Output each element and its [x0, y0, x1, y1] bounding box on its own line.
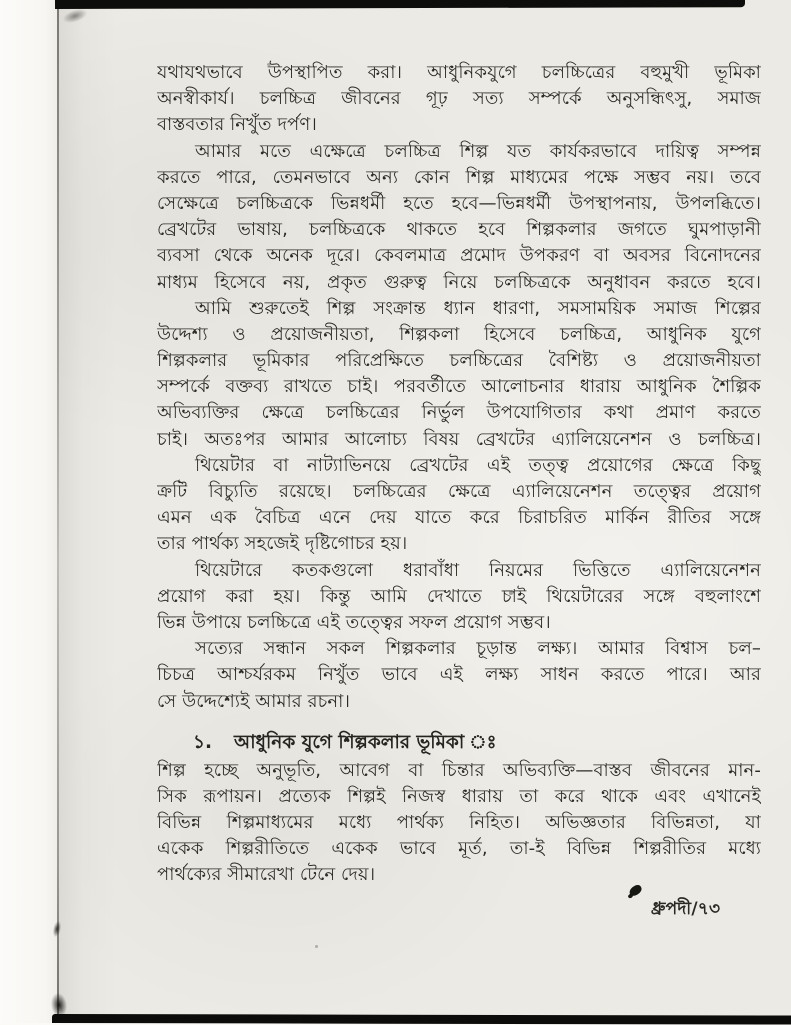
text-line: শিল্পকলার ভূমিকার পরিপ্রেক্ষিতে চলচ্চিত্রের বৈশিষ্ট্য ও প্রয়োজনীয়তা — [157, 350, 761, 372]
book-page — [57, 0, 791, 1023]
text-line: চিচত্র আশ্চর্যরকম নিখুঁত ভাবে এই লক্ষ্য সাধন করতে পারে। আর — [157, 664, 761, 686]
section-number: ১. — [193, 731, 213, 753]
text-line: থিয়েটারে কতকগুলো ধরাবাঁধা নিয়মের ভিত্তিতে এ্যালিয়েনেশন — [195, 559, 761, 581]
paragraph — [157, 296, 761, 453]
text-line: চাই। অতঃপর আমার আলোচ্য বিষয় ব্রেখটের এ্যালিয়েনেশন ও চলচ্চিত্র। — [157, 428, 761, 450]
paragraph — [157, 758, 761, 889]
text-line: সেক্ষেত্রে চলচ্চিত্রকে ভিন্নধর্মী হতে হবে—ভিন্নধর্মী উপস্থাপনায়, উপলব্ধিতে। — [157, 192, 761, 214]
text-line: থিয়েটার বা নাট্যাভিনয়ে ব্রেখটের এই তত্ত্ব প্রয়োগের ক্ষেত্রে কিছু — [195, 454, 761, 476]
scan-speck — [267, 63, 271, 66]
page-footer: ধ্রুপদী/৭৩ — [651, 899, 721, 919]
scan-speck — [315, 945, 318, 948]
paragraph — [157, 636, 761, 715]
text-line: অনস্বীকার্য। চলচ্চিত্র জীবনের গূঢ় সত্য সম্পর্কে অনুসন্ধিৎসু, সমাজ — [157, 88, 761, 110]
text-line: পার্থক্যের সীমারেখা টেনে দেয়। — [157, 864, 376, 886]
paragraph — [157, 453, 761, 558]
text-line: উদ্দেশ্য ও প্রয়োজনীয়তা, শিল্পকলা হিসেবে চলচ্চিত্র, আধুনিক যুগে — [157, 323, 761, 345]
text-line: তার পার্থক্য সহজেই দৃষ্টিগোচর হয়। — [157, 533, 408, 555]
paragraph — [157, 558, 761, 637]
text-line: ব্রেখটের ভাষায়, চলচ্চিত্রকে থাকতে হবে শিল্পকলার জগতে ঘুমপাড়ানী — [157, 219, 761, 241]
page-fold-line — [57, 6, 59, 1018]
text-line: সত্যের সন্ধান সকল শিল্পকলার চূড়ান্ত লক্ষ্য। আমার বিশ্বাস চল– — [195, 638, 761, 660]
scanner-left-margin — [0, 0, 57, 1023]
text-line: বাস্তবতার নিখুঁত দর্পণ। — [157, 114, 317, 136]
text-line: আমি শুরুতেই শিল্প সংক্রান্ত ধ্যান ধারণা, সমসাময়িক সমাজ শিল্পের — [195, 297, 761, 319]
text-line: বিভিন্ন শিল্পমাধ্যমের মধ্যে পার্থক্য নিহিত। অভিজ্ঞতার বিভিন্নতা, যা — [157, 812, 761, 834]
text-line: সম্পর্কে বক্তব্য রাখতে চাই। পরবর্তীতে আলোচনার ধারায় আধুনিক শৈল্পিক — [157, 376, 761, 398]
text-line: ব্যবসা থেকে অনেক দূরে। কেবলমাত্র প্রমোদ উপকরণ বা অবসর বিনোদনের — [157, 245, 761, 267]
section-title: আধুনিক যুগে শিল্পকলার ভূমিকা ঃ — [234, 731, 497, 753]
text-line: সে উদ্দেশ্যেই আমার রচনা। — [157, 690, 351, 712]
scan-speck — [232, 455, 235, 458]
text-line: আমার মতে এক্ষেত্রে চলচ্চিত্র শিল্প যত কার্যকরভাবে দায়িত্ব সম্পন্ন — [195, 140, 761, 162]
text-line: করতে পারে, তেমনভাবে অন্য কোন শিল্প মাধ্যমের পক্ষে সম্ভব নয়। তবে — [157, 166, 761, 188]
page-text-block — [157, 60, 761, 889]
text-line: যথাযথভাবে উপস্থাপিত করা। আধুনিকযুগে চলচ্চিত্রের বহুমুখী ভূমিকা — [157, 62, 761, 83]
scan-speck — [509, 591, 513, 595]
text-line: একেক শিল্পরীতিতে একেক ভাবে মূর্ত, তা-ই বিভিন্ন শিল্পরীতির মধ্যে — [157, 838, 761, 860]
text-line: শিল্প হচ্ছে অনুভূতি, আবেগ বা চিন্তার অভিব্যক্তি—বাস্তব জীবনের মান- — [157, 759, 761, 781]
paragraph — [157, 139, 761, 296]
text-line: সিক রূপায়ন। প্রত্যেক শিল্পই নিজস্ব ধারায় তা করে থাকে এবং এখানেই — [157, 785, 761, 807]
text-line: অভিব্যক্তির ক্ষেত্রে চলচ্চিত্রের নির্ভুল উপযোগিতার কথা প্রমাণ করতে — [157, 402, 761, 424]
section-heading — [157, 729, 761, 756]
paragraph — [157, 60, 761, 139]
text-line: মাধ্যম হিসেবে নয়, প্রকৃত গুরুত্ব নিয়ে চলচ্চিত্রকে অনুধাবন করতে হবে। — [157, 271, 761, 293]
text-line: প্রয়োগ করা হয়। কিন্তু আমি দেখাতে চাই থিয়েটারের সঙ্গে বহুলাংশে — [157, 585, 761, 607]
text-line: এমন এক বৈচিত্র এনে দেয় যাতে করে চিরাচরিত মার্কিন রীতির সঙ্গে — [157, 507, 761, 529]
text-line: ক্রটি বিচ্যুতি রয়েছে। চলচ্চিত্রের ক্ষেত্রে এ্যালিয়েনেশন তত্ত্বের প্রয়োগ — [157, 481, 761, 502]
text-line: ভিন্ন উপায়ে চলচ্চিত্রে এই তত্ত্বের সফল প্রয়োগ সম্ভব। — [157, 611, 551, 633]
